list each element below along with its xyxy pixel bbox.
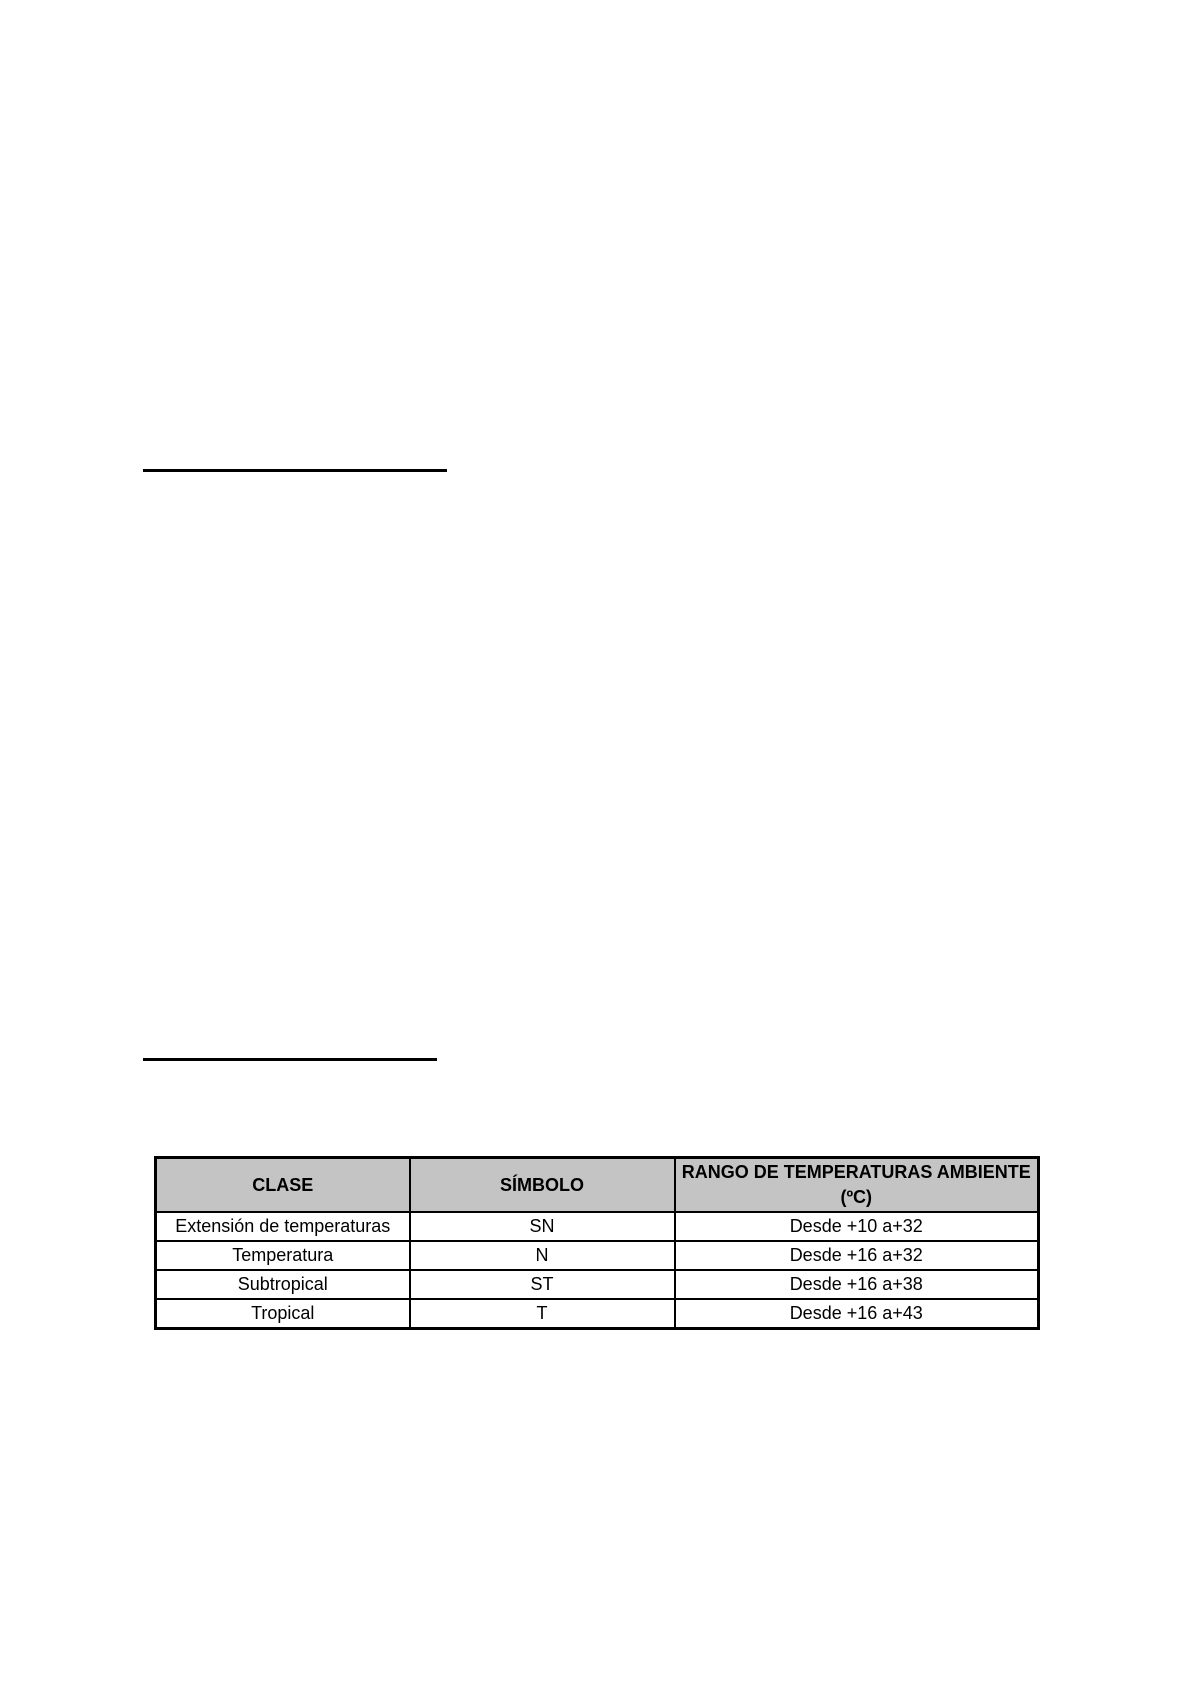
cell-simbolo: N bbox=[410, 1241, 675, 1270]
cell-clase: Subtropical bbox=[156, 1270, 410, 1299]
cell-clase: Extensión de temperaturas bbox=[156, 1212, 410, 1241]
cell-simbolo: ST bbox=[410, 1270, 675, 1299]
cell-rango: Desde +16 a+43 bbox=[675, 1299, 1039, 1329]
section-underline-2 bbox=[143, 1058, 437, 1061]
header-clase: CLASE bbox=[156, 1158, 410, 1213]
cell-rango: Desde +16 a+32 bbox=[675, 1241, 1039, 1270]
table-header-row bbox=[156, 1158, 1039, 1213]
cell-rango: Desde +16 a+38 bbox=[675, 1270, 1039, 1299]
table-row bbox=[156, 1212, 1039, 1241]
header-simbolo: SÍMBOLO bbox=[410, 1158, 675, 1213]
cell-simbolo: T bbox=[410, 1299, 675, 1329]
table-row bbox=[156, 1241, 1039, 1270]
cell-clase: Temperatura bbox=[156, 1241, 410, 1270]
table-row bbox=[156, 1299, 1039, 1329]
cell-clase: Tropical bbox=[156, 1299, 410, 1329]
header-rango: RANGO DE TEMPERATURAS AMBIENTE (ºC) bbox=[675, 1158, 1039, 1213]
cell-rango: Desde +10 a+32 bbox=[675, 1212, 1039, 1241]
section-underline-1 bbox=[143, 469, 447, 472]
cell-simbolo: SN bbox=[410, 1212, 675, 1241]
table-row bbox=[156, 1270, 1039, 1299]
climate-class-table bbox=[154, 1156, 1040, 1330]
